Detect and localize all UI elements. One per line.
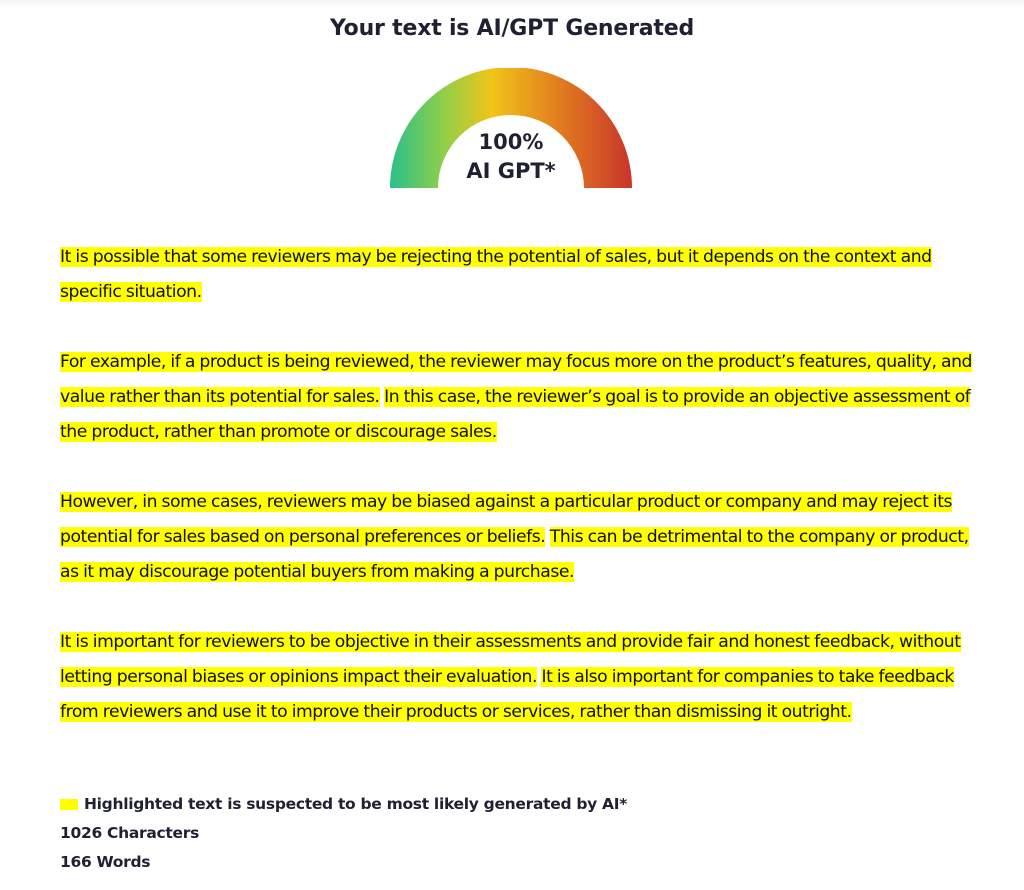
highlight-swatch [60,799,78,810]
result-summary [60,790,627,877]
legend-text: Highlighted text is suspected to be most likely generated by AI* [84,795,628,813]
paragraph-4 [60,625,980,730]
gauge-label [388,128,634,186]
gauge-type: AI GPT* [466,159,556,183]
gauge-percent: 100% [478,130,544,154]
page-title: Your text is AI/GPT Generated [329,16,695,41]
character-count: 1026 Characters [60,824,199,842]
paragraph-1 [60,240,980,310]
paragraph-3 [60,485,980,590]
highlighted-sentence: This can be detrimental to the company or product, as it may discourage potential buyers from making a purchase. [60,527,969,582]
highlighted-sentence: It is also important for companies to take feedback from reviewers and use it to improve their products or services, rather than dismissing it outright. [60,667,954,722]
highlighted-sentence: It is possible that some reviewers may be rejecting the potential of sales, but it depends on the context and specific situation. [60,247,932,302]
word-count: 166 Words [60,853,151,871]
highlight-legend [60,790,627,819]
paragraph-2 [60,345,980,450]
highlighted-sentence: In this case, the reviewer’s goal is to provide an objective assessment of the product, rather than promote or discourage sales. [60,387,971,442]
analyzed-text [60,240,980,765]
highlighted-sentence: It is important for reviewers to be objective in their assessments and provide fair and honest feedback, without letting personal biases or opinions impact their evaluation. [60,632,961,687]
top-shade [0,0,1024,8]
highlighted-sentence: However, in some cases, reviewers may be biased against a particular product or company and may reject its potential for sales based on personal preferences or beliefs. [60,492,952,547]
highlighted-sentence: For example, if a product is being reviewed, the reviewer may focus more on the product’s features, quality, and value rather than its potential for sales. [60,352,973,407]
